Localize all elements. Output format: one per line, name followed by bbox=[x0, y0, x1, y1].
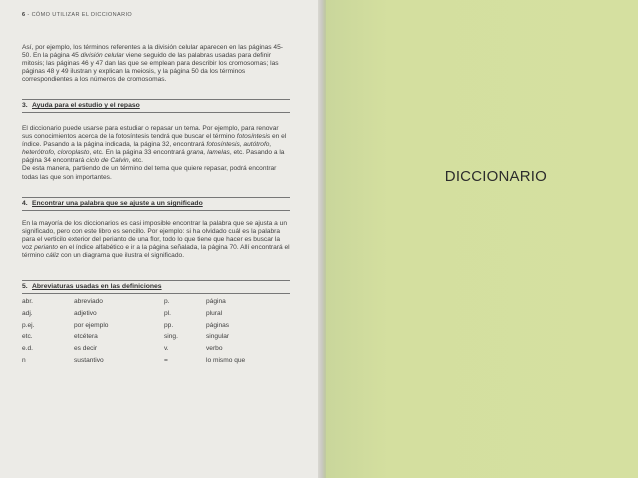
abbreviation-meaning: por ejemplo bbox=[74, 321, 109, 329]
abbreviation-row bbox=[22, 333, 290, 345]
abbreviation-row bbox=[22, 357, 290, 369]
page-number: 6 bbox=[22, 12, 26, 18]
abbreviation: p.ej. bbox=[22, 321, 35, 329]
running-header bbox=[22, 12, 132, 18]
section-5-rule-top bbox=[22, 280, 290, 281]
section-4-rule-bottom bbox=[22, 210, 290, 211]
header-separator: - bbox=[25, 12, 32, 18]
section-4-paragraph: En la mayoría de los diccionarios es casi imposible encontrar la palabra que se ajusta a un significado, pero con este libro es sencillo. Por ejemplo: si ha olvidado cuál es la palabra para el verticilo exterior del perianto de una flor, todo lo que tiene que hacer es buscar la voz perianto en el índice alfabético e ir a la página señalada, la página 70. Allí encontrará el término cáliz con un diagrama que ilustra el significado. bbox=[22, 220, 290, 260]
section-3-title: Ayuda para el estudio y el repaso bbox=[32, 102, 140, 109]
abbreviations-table bbox=[22, 298, 290, 369]
right-page bbox=[326, 0, 638, 478]
abbreviation-meaning: singular bbox=[206, 333, 230, 341]
abbreviation: v. bbox=[164, 345, 169, 353]
section-3-heading bbox=[22, 102, 290, 109]
section-5-number: 5. bbox=[22, 283, 28, 290]
section-5-heading bbox=[22, 283, 290, 290]
abbreviation-meaning: es decir bbox=[74, 345, 98, 353]
abbreviation-meaning: páginas bbox=[206, 321, 230, 329]
abbreviation: p. bbox=[164, 298, 170, 305]
abbreviation: pp. bbox=[164, 321, 174, 329]
intro-paragraph: Así, por ejemplo, los términos referentes a la división celular aparecen en las páginas 45-50. En la página 45 división celular viene seguido de las palabras usadas para definir mitosis; las páginas 46 y 47 dan las que se emplean para describir los cromosomas; las páginas 48 y 49 ilustran y explican la meiosis, y la página 50 da los términos correspondientes a los números de cromosomas. bbox=[22, 44, 283, 84]
abbreviation: pl. bbox=[164, 309, 171, 317]
right-page-title-wrap bbox=[326, 168, 638, 185]
section-4-rule-top bbox=[22, 197, 290, 198]
abbreviation-meaning: etcétera bbox=[74, 333, 98, 341]
section-3-number: 3. bbox=[22, 102, 28, 109]
abbreviation: adj. bbox=[22, 309, 33, 317]
abbreviation-meaning: sustantivo bbox=[74, 356, 104, 364]
abbreviation-meaning: abreviado bbox=[74, 298, 103, 305]
abbreviation-row bbox=[22, 345, 290, 357]
abbreviation: sing. bbox=[164, 333, 178, 341]
abbreviation-meaning: plural bbox=[206, 309, 223, 317]
abbreviation: etc. bbox=[22, 333, 33, 341]
running-title: CÓMO UTILIZAR EL DICCIONARIO bbox=[31, 12, 133, 18]
abbreviation-meaning: lo mismo que bbox=[206, 356, 246, 364]
section-5-rule-bottom bbox=[22, 293, 290, 294]
abbreviation-row bbox=[22, 298, 290, 310]
section-4-number: 4. bbox=[22, 200, 28, 207]
abbreviation-meaning: página bbox=[206, 298, 226, 305]
abbreviation: abr. bbox=[22, 298, 33, 305]
section-3-rule-bottom bbox=[22, 112, 290, 113]
section-4-title: Encontrar una palabra que se ajuste a un significado bbox=[32, 200, 203, 207]
abbreviation: = bbox=[164, 356, 168, 364]
abbreviation-meaning: adjetivo bbox=[74, 309, 97, 317]
abbreviation: n bbox=[22, 356, 26, 364]
section-3-paragraph: El diccionario puede usarse para estudiar o repasar un tema. Por ejemplo, para renovar sus conocimientos acerca de la fotosíntesis tendrá que buscar el término fotosíntesis en el índice. Pasando a la página indicada, la página 32, encontrará fotosíntesis, autótrofo, heterótrofo, cloroplasto, etc. En la página 33 encontrará grana, lamelas, etc. Pasando a la página 34 encontrará ciclo de Calvin, etc. De esta manera, partiendo de un término del tema que quiere repasar, podrá encontrar todas las que son importantes. bbox=[22, 125, 287, 181]
abbreviation-row bbox=[22, 310, 290, 322]
section-4-heading bbox=[22, 200, 290, 207]
abbreviation-row bbox=[22, 322, 290, 334]
abbreviation-meaning: verbo bbox=[206, 345, 223, 353]
section-3-rule-top bbox=[22, 99, 290, 100]
dictionary-title: DICCIONARIO bbox=[444, 168, 547, 185]
abbreviation: e.d. bbox=[22, 345, 33, 353]
section-5-title: Abreviaturas usadas en las definiciones bbox=[32, 283, 162, 290]
